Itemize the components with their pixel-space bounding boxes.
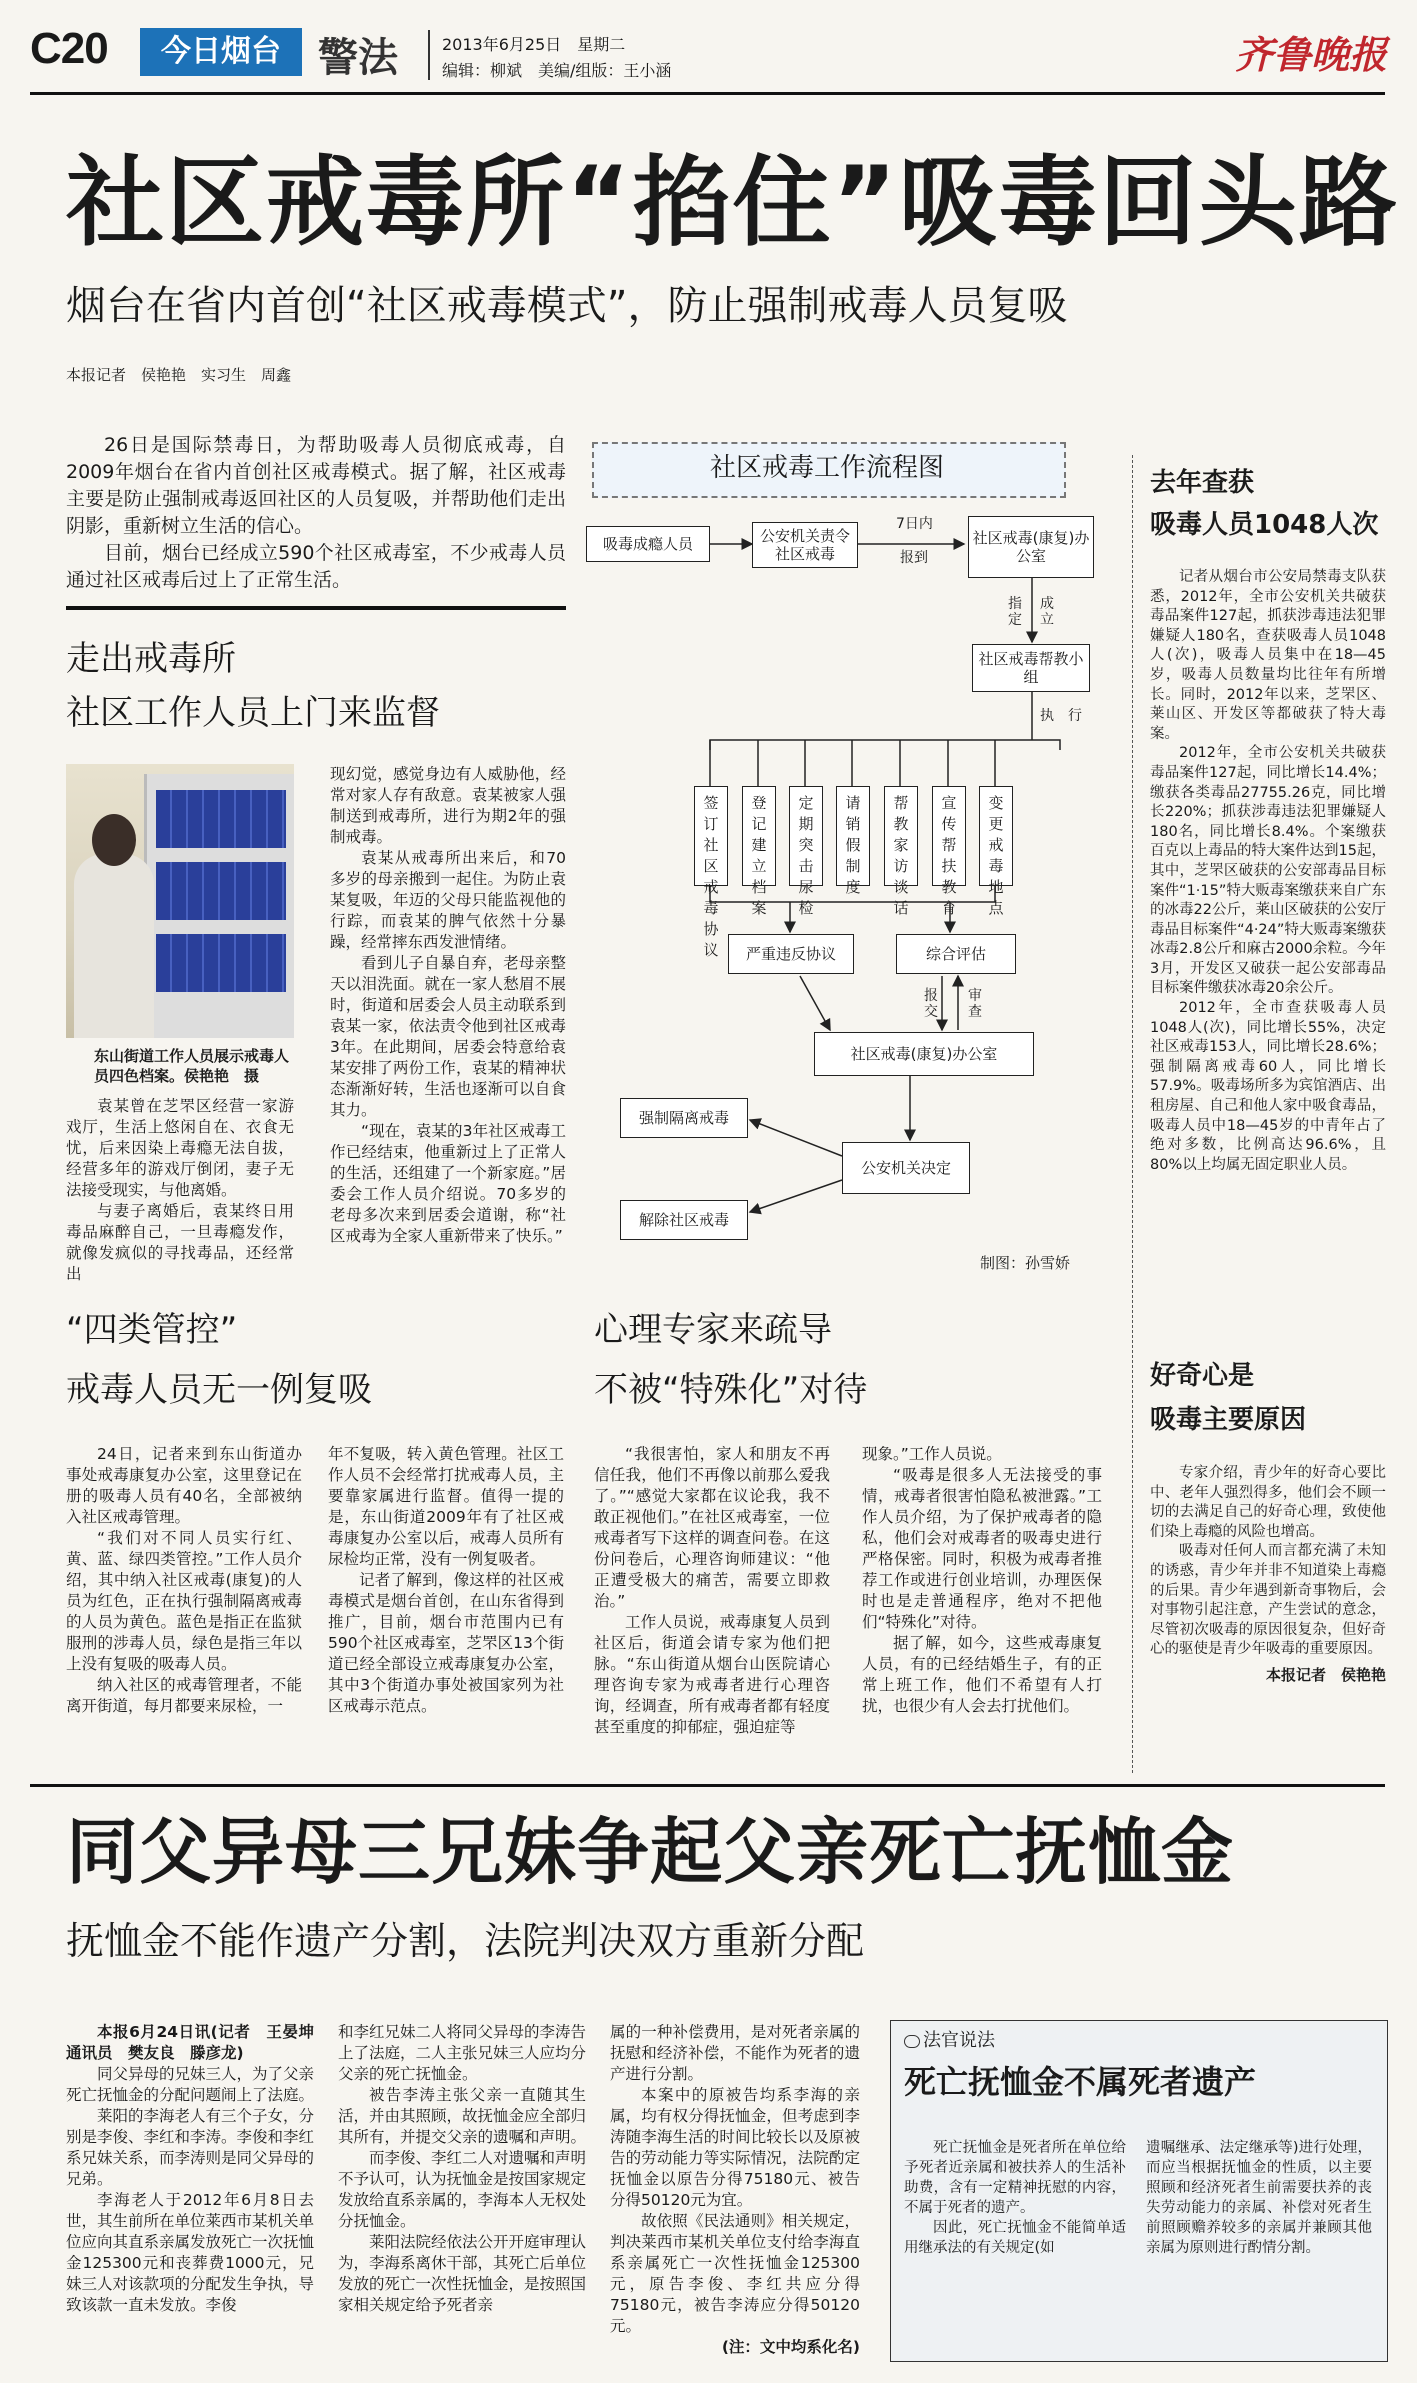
speech-bubble-icon (904, 2035, 920, 2048)
node-forced: 强制隔离戒毒 (620, 1098, 748, 1138)
photo-binders-row (156, 934, 286, 992)
sidebar (1150, 462, 1386, 1175)
task-box: 帮教家访谈话 (884, 786, 918, 886)
sidebar-divider (1132, 455, 1133, 1773)
article2-paragraph: 属的一种补偿费用，是对死者亲属的抚慰和经济补偿，不能作为死者的遗产进行分割。 (610, 2023, 860, 2083)
section2-paragraph: 24日，记者来到东山街道办事处戒毒康复办公室，这里登记在册的吸毒人员有40名，全部被纳入社区戒毒管理。 (66, 1445, 302, 1526)
section1-paragraph: 与妻子离婚后，袁某终日用毒品麻醉自己，一旦毒瘾发作，就像发疯似的寻找毒品，还经常出 (66, 1202, 294, 1283)
sidebar-paragraph: 专家介绍，青少年的好奇心要比中、老年人强烈得多，他们会不顾一切的去满足自己的好奇心理，致使他们染上毒瘾的风险也增高。 (1150, 1465, 1386, 1540)
node-violation: 严重违反协议 (728, 934, 854, 974)
section1-paragraph: 袁某从戒毒所出来后，和70多岁的母亲搬到一起住。为防止袁某复吸，年迈的父母只能监视他的行踪，而袁某的脾气依然十分暴躁，经常摔东西发泄情绪。 (330, 849, 566, 951)
label-review: 审查 (968, 988, 982, 1020)
section2-paragraph: “我们对不同人员实行红、黄、蓝、绿四类管控。”工作人员介绍，其中纳入社区戒毒(康复)的人员为红色，正在执行强制隔离戒毒的人员为黄色。蓝色是指正在监狱服刑的涉毒人员，绿色是指三年以上没有复吸的吸毒人员。 (66, 1529, 302, 1673)
task-box: 变更戒毒地点 (979, 786, 1013, 886)
node-police-order: 公安机关责令社区戒毒 (752, 522, 858, 568)
node-office-mid: 社区戒毒(康复)办公室 (814, 1032, 1034, 1076)
section2-col1 (66, 1444, 302, 1717)
section3-paragraph: “吸毒是很多人无法接受的事情，戒毒者很害怕隐私被泄露。”工作人员介绍，为了保护戒毒者的隐私，他们会对戒毒者的吸毒史进行严格保密。同时，积极为戒毒者推荐工作或进行创业培训，办理医保时也是走普通程序，绝对不把他们“特殊化”对待。 (862, 1466, 1102, 1631)
section1-title-line2: 社区工作人员上门来监督 (66, 693, 440, 733)
label-execute: 执 行 (1040, 708, 1082, 724)
legal-tag (904, 2030, 995, 2052)
sidebar-body1 (1150, 568, 1386, 1175)
section2-paragraph: 记者了解到，像这样的社区戒毒模式是烟台首创，在山东省得到推广，目前，烟台市范围内已有590个社区戒毒室，芝罘区13个街道已经全部设立戒毒康复办公室，其中3个街道办事处被国家列为社区戒毒示范点。 (328, 1571, 564, 1715)
arrow-decision-to-release (750, 1180, 842, 1212)
legal-col2 (1146, 2138, 1372, 2258)
legal-title: 死亡抚恤金不属死者遗产 (904, 2063, 1257, 2101)
lead-rule (66, 606, 566, 610)
section1-title-line1: 走出戒毒所 (66, 639, 236, 679)
label-submit: 报交 (924, 988, 938, 1020)
section1-paragraph: 现幻觉，感觉身边有人威胁他，经常对家人存有敌意。袁某被家人强制送到戒毒所，进行为期2年的强制戒毒。 (330, 765, 566, 846)
article2-paragraph: 和李红兄妹二人将同父异母的李涛告上了法庭，二人主张兄妹三人应均分父亲的死亡抚恤金。 (338, 2023, 587, 2083)
label-assign: 指定 (1008, 596, 1022, 628)
label-establish: 成立 (1040, 596, 1054, 628)
legal-col1 (904, 2138, 1126, 2258)
sidebar-section2 (1150, 1354, 1386, 1685)
article2-lead: 本报6月24日讯(记者 王晏坤 通讯员 樊友良 滕彦龙) (66, 2023, 330, 2062)
section3-col1 (594, 1444, 830, 1738)
task-box: 签订社区戒毒协议 (694, 786, 728, 886)
section2-paragraph: 年不复吸，转入黄色管理。社区工作人员不会经常打扰戒毒人员，主要靠家属进行监督。值得一提的是，东山街道2009年有了社区戒毒康复办公室以后，戒毒人员所有尿检均正常，没有一例复吸者。 (328, 1445, 564, 1568)
arrow-violation-to-office (800, 976, 830, 1030)
sidebar-byline: 本报记者 侯艳艳 (1265, 1665, 1386, 1684)
section3-paragraph: “我很害怕，家人和朋友不再信任我，他们不再像以前那么爱我了。”“感觉大家都在议论我，我不敢正视他们。”在社区戒毒室，一位戒毒者写下这样的调查问卷。在这份问卷后，心理咨询师建议：“他正遭受极大的痛苦，需要立即救治。” (594, 1445, 830, 1610)
task-box: 定期突击尿检 (789, 786, 823, 886)
article2-paragraph: 被告李涛主张父亲一直随其生活，并由其照顾，故抚恤金应全部归其所有，并提交父亲的遗嘱和声明。 (338, 2086, 587, 2146)
photo-person-head (92, 814, 136, 866)
sidebar-title1-line1: 去年查获 (1150, 468, 1255, 498)
section3-paragraph: 现象。”工作人员说。 (862, 1445, 1002, 1463)
legal-paragraph: 因此，死亡抚恤金不能简单适用继承法的有关规定(如 (904, 2220, 1126, 2256)
article2-headline: 同父异母三兄妹争起父亲死亡抚恤金 (66, 1810, 1235, 1894)
arrow-decision-to-forced (750, 1120, 842, 1156)
legal-paragraph: 遗嘱继承、法定继承等)进行处理，而应当根据抚恤金的性质，以主要照顾和经济死者生前需要扶养的丧失劳动能力的亲属、补偿对死者生前照顾赡养较多的亲属并兼顾其他亲属为原则进行酌情分割。 (1146, 2140, 1372, 2256)
article2-credit: (注：文中均系化名) (721, 2338, 860, 2356)
node-police-decision: 公安机关决定 (842, 1142, 970, 1194)
article2-col2 (338, 2022, 586, 2316)
section3-paragraph: 据了解，如今，这些戒毒康复人员，有的已经结婚生子，有的正常上班工作，他们不希望有人打扰，也很少有人会去打扰他们。 (862, 1634, 1102, 1715)
lead-paragraph: 26日是国际禁毒日，为帮助吸毒人员彻底戒毒，自2009年烟台在省内首创社区戒毒模式。据了解，社区戒毒主要是防止强制戒毒返回社区的人员复吸，并帮助他们走出阴影，重新树立生活的信心。 (66, 434, 566, 537)
masthead (0, 0, 1417, 95)
article2-paragraph: 本案中的原被告均系李海的亲属，均有权分得抚恤金，但考虑到李涛随李海生活的时间比较长以及原被告的劳动能力等实际情况，法院酌定抚恤金以原告分得75180元、被告分得50120元为宜。 (610, 2086, 860, 2209)
node-start: 吸毒成瘾人员 (586, 526, 710, 562)
sidebar-paragraph: 2012年，全市公安机关共破获毒品案件127起，同比增长14.4%；缴获各类毒品27755.26克，同比增长220%；抓获涉毒违法犯罪嫌疑人180名，同比增长8.4%。个案缴获百克以上毒品的特大案件达到15起，其中，芝罘区破获的公安部毒品目标案件“1·15”特大贩毒案缴获来自广东的冰毒22公斤，莱山区破获的公安厅毒品目标案件“4·24”特大贩毒案缴获冰毒2.8公斤和麻古2000余粒。今年3月，开发区又破获一起公安部毒品目标案件缴获冰毒20余公斤。 (1150, 745, 1386, 997)
sidebar-paragraph: 吸毒对任何人而言都充满了未知的诱惑，青少年并非不知道染上毒瘾的后果。青少年遇到新奇事物后，会对事物引起注意，产生尝试的意念，尽管初次吸毒的原因很复杂，但好奇心的驱使是青少年吸毒的重要原因。 (1150, 1543, 1386, 1658)
article2-paragraph: 莱阳的李海老人有三个子女，分别是李俊、李红和李涛。李俊和李红系兄妹关系，而李涛则是同父异母的兄弟。 (66, 2107, 315, 2188)
node-help-group: 社区戒毒帮教小组 (972, 644, 1090, 692)
label-report: 报到 (900, 550, 928, 566)
article2-paragraph: 同父异母的兄妹三人，为了父亲死亡抚恤金的分配问题闹上了法庭。 (66, 2065, 315, 2104)
sidebar-title2-line1: 好奇心是 (1150, 1361, 1255, 1391)
task-box: 宣传帮扶教育 (932, 786, 966, 886)
article2-paragraph: 而李俊、李红二人对遗嘱和声明不予认可，认为抚恤金是按国家规定发放给直系亲属的，李海本人无权处分抚恤金。 (338, 2149, 587, 2230)
article1-headline: 社区戒毒所“掐住”吸毒回头路 (66, 146, 1399, 260)
news-photo (66, 764, 294, 1038)
photo-binders-row (156, 862, 286, 920)
flowchart-title: 社区戒毒工作流程图 (709, 453, 944, 483)
article2-paragraph: 李海老人于2012年6月8日去世，其生前所在单位莱西市某机关单位应向其直系亲属发放死亡一次抚恤金125300元和丧葬费1000元，兄妹三人对该款项的分配发生争执，导致该款一直未发放。李俊 (66, 2191, 315, 2314)
sidebar-paragraph: 2012年，全市查获吸毒人员1048人(次)，同比增长55%，决定社区戒毒153人，同比增长28.6%；强制隔离戒毒60人，同比增长57.9%。吸毒场所多为宾馆酒店、出租房屋、自己和他人家中吸食毒品，吸毒人员中18—45岁的中青年占了绝对多数，比例高达96.6%，且80%以上均属无固定职业人员。 (1150, 1000, 1386, 1173)
lead-paragraph: 目前，烟台已经成立590个社区戒毒室，不少戒毒人员通过社区戒毒后过上了正常生活。 (66, 542, 566, 591)
section-tag: 今日烟台 (140, 28, 302, 76)
section1-paragraph: “现在，袁某的3年社区戒毒工作已经结束，他重新过上了正常人的生活，还组建了一个新家庭。”居委会工作人员介绍说。70多岁的老母多次来到居委会道谢，称“社区戒毒为全家人重新带来了快乐。” (330, 1122, 566, 1245)
section2-col2 (328, 1444, 564, 1717)
photo-binders-row (156, 790, 286, 848)
article2-col3 (610, 2022, 860, 2358)
section3-title-line2: 不被“特殊化”对待 (594, 1370, 868, 1410)
section-name: 警法 (318, 35, 398, 81)
article2-paragraph: 故依照《民法通则》相关规定，判决莱西市某机关单位支付给李海直系亲属死亡一次性抚恤金125300元，原告李俊、李红共应分得75180元，被告李涛应分得50120元。 (610, 2212, 860, 2335)
section3-col2 (862, 1444, 1102, 1717)
sidebar-body2 (1150, 1464, 1386, 1660)
section3-title (594, 1300, 867, 1420)
legal-paragraph: 死亡抚恤金是死者所在单位给予死者近亲属和被扶养人的生活补助费，含有一定精神抚慰的内容，不属于死者的遗产。 (904, 2140, 1126, 2216)
article1-byline: 本报记者 侯艳艳 实习生 周鑫 (66, 366, 292, 384)
section1-paragraph: 看到儿子自暴自弃，老母亲整天以泪洗面。就在一家人愁眉不展时，街道和居委会人员主动联系到袁某一家，依法责令他到社区戒毒3年。在此期间，居委会特意给袁某安排了两份工作，袁某的精神状态渐渐好转，生活也逐渐可以自食其力。 (330, 954, 566, 1119)
masthead-divider (428, 30, 430, 80)
article2-paragraph: 莱阳法院经依法公开开庭审理认为，李海系离休干部，其死亡后单位发放的死亡一次性抚恤金，是按照国家相关规定给予死者亲 (338, 2233, 587, 2314)
paper-logo: 齐鲁晚报 (1235, 32, 1388, 77)
article1-lead (66, 432, 566, 594)
section3-title-line1: 心理专家来疏导 (594, 1310, 832, 1350)
sidebar-title2-line2: 吸毒主要原因 (1150, 1405, 1307, 1435)
masthead-rule (30, 92, 1385, 95)
article2-col1 (66, 2022, 330, 2316)
section1-paragraph: 袁某曾在芝罘区经营一家游戏厅，生活上悠闲自在、衣食无忧，后来因染上毒瘾无法自拔，经营多年的游戏厅倒闭，妻子无法接受现实，与他离婚。 (66, 1097, 294, 1199)
node-eval: 综合评估 (896, 934, 1016, 974)
section1-col2 (330, 764, 566, 1247)
date-line: 2013年6月25日 星期二 (442, 35, 626, 54)
section3-paragraph: 工作人员说，戒毒康复人员到社区后，街道会请专家为他们把脉。“东山街道从烟台山医院请心理咨询专家为戒毒者进行心理咨询，经调查，所有戒毒者都有轻度甚至重度的抑郁症，强迫症等 (594, 1613, 830, 1736)
section2-paragraph: 纳入社区的戒毒管理者，不能离开街道，每月都要来尿检，一 (66, 1676, 302, 1715)
sidebar-paragraph: 记者从烟台市公安局禁毒支队获悉，2012年，全市公安机关共破获毒品案件127起，抓获涉毒违法犯罪嫌疑人180名，查获吸毒人员1048人(次)，吸毒人员集中在18—45岁，吸毒人员数量均比往年有所增长。同时，2012年以来，芝罘区、莱山区、开发区等都破获了特大毒案。 (1150, 569, 1386, 742)
task-box: 登记建立档案 (742, 786, 776, 886)
task-box: 请销假制度 (836, 786, 870, 886)
node-office-top: 社区戒毒(康复)办公室 (968, 516, 1094, 578)
photo-caption: 东山街道工作人员展示戒毒人员四色档案。侯艳艳 摄 (94, 1047, 290, 1085)
node-release: 解除社区戒毒 (620, 1200, 748, 1240)
sidebar-title1-line2: 吸毒人员1048人次 (1150, 510, 1379, 540)
page-number: C20 (30, 24, 108, 73)
flowchart (580, 430, 1100, 1280)
section2-title (66, 1300, 372, 1420)
section1-col1 (66, 1096, 294, 1285)
article1-subhead: 烟台在省内首创“社区戒毒模式”，防止强制戒毒人员复吸 (66, 283, 1068, 329)
article-separator (30, 1784, 1385, 1787)
section1-title (66, 632, 440, 740)
task-bracket (710, 740, 1060, 750)
article2-subhead: 抚恤金不能作遗产分割，法院判决双方重新分配 (66, 1919, 865, 1963)
flowchart-credit: 制图：孙雪娇 (980, 1254, 1071, 1272)
section2-title-line2: 戒毒人员无一例复吸 (66, 1370, 372, 1410)
legal-tag-text: 法官说法 (923, 2030, 995, 2051)
section2-title-line1: “四类管控” (66, 1310, 238, 1350)
label-7days: 7日内 (896, 516, 933, 532)
editors-line: 编辑：柳斌 美编/组版：王小涵 (442, 61, 672, 80)
photo-person (74, 854, 154, 1038)
